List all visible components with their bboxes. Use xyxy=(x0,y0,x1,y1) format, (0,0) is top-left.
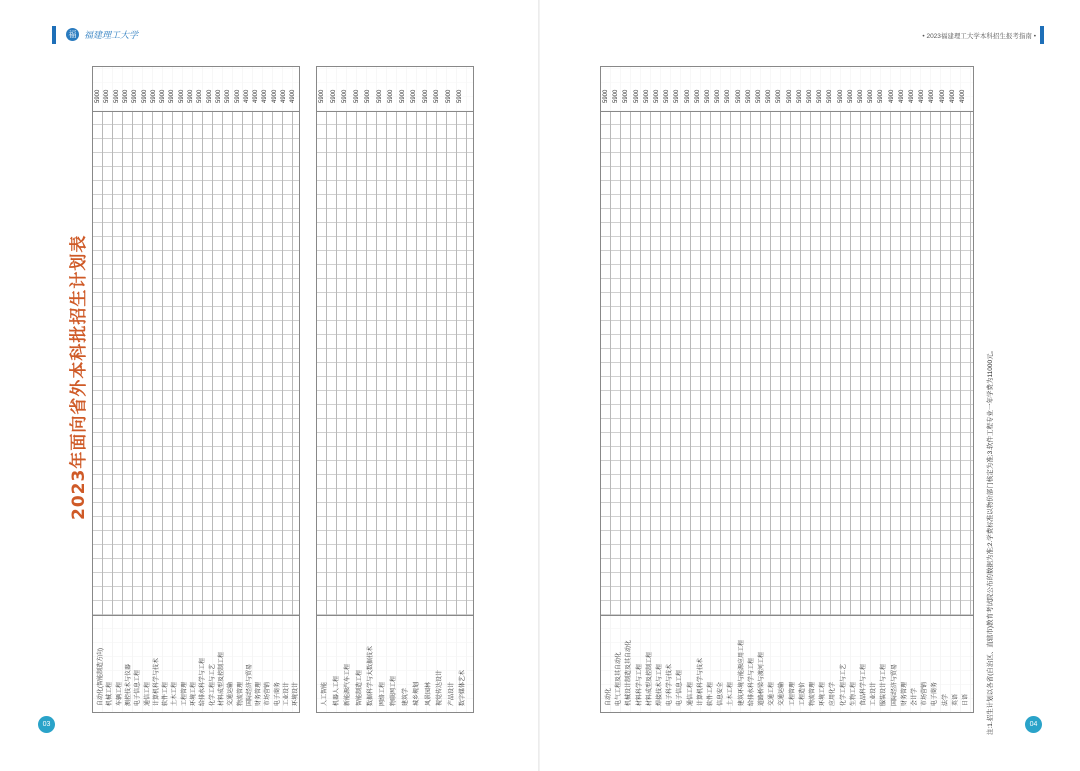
fee-value: 5900 xyxy=(169,89,176,103)
major-name: 土木工程 xyxy=(728,681,735,706)
major-name: 电气工程及其自动化 xyxy=(616,651,623,706)
major-name: 网络工程 xyxy=(379,681,386,706)
fee-value: 5900 xyxy=(206,89,213,103)
major-name: 材料科学与工程 xyxy=(636,663,643,706)
fee-value: 5900 xyxy=(319,89,325,103)
fee-value: 5900 xyxy=(847,89,854,103)
major-name: 建筑学 xyxy=(402,687,409,706)
fee-value: 5900 xyxy=(132,89,139,103)
major-name: 会计学 xyxy=(912,687,918,706)
major-name: 电子信息工程 xyxy=(677,669,684,706)
major-name: 应用化学 xyxy=(830,681,837,706)
major-name: 财务管理 xyxy=(256,681,263,706)
major-name: 机器人工程 xyxy=(333,675,340,706)
fee-value: 4900 xyxy=(949,89,956,103)
fee-value: 5900 xyxy=(705,89,711,103)
major-name: 新能源汽车工程 xyxy=(345,663,351,706)
major-name: 交通工程 xyxy=(769,681,776,706)
major-name: 智能制造工程 xyxy=(356,669,363,706)
fee-value: 5900 xyxy=(225,89,232,103)
major-name: 电子科学与技术 xyxy=(667,663,674,706)
fee-value: 5900 xyxy=(766,89,773,103)
major-name: 人工智能 xyxy=(322,681,328,706)
major-name: 环境工程 xyxy=(191,681,197,706)
major-name: 信息安全 xyxy=(718,681,725,706)
major-name: 软件工程 xyxy=(708,681,714,706)
fee-value: 5900 xyxy=(234,89,241,103)
major-name: 测控技术与仪器 xyxy=(125,663,132,706)
fee-value: 5900 xyxy=(422,89,429,103)
fee-value: 5900 xyxy=(104,89,111,103)
major-name: 工程管理 xyxy=(181,681,188,706)
major-name: 建筑环境与能源应用工程 xyxy=(738,639,745,706)
fee-value: 5900 xyxy=(684,89,691,103)
page-number-badge: 03 xyxy=(38,716,55,733)
major-name: 车辆工程 xyxy=(116,681,123,706)
fee-value: 5900 xyxy=(399,89,406,103)
major-name: 化学工程与工艺 xyxy=(840,663,847,706)
fee-value: 4900 xyxy=(271,89,278,103)
fee-value: 5900 xyxy=(613,89,620,103)
fee-value: 5900 xyxy=(411,89,417,103)
major-name: 城乡规划 xyxy=(414,681,420,706)
fee-value: 5900 xyxy=(786,89,793,103)
major-name: 自动化 xyxy=(606,687,612,706)
fee-value: 5900 xyxy=(664,89,671,103)
major-name: 国际经济与贸易 xyxy=(246,663,253,706)
fee-value: 5900 xyxy=(817,89,824,103)
major-name: 产品设计 xyxy=(448,681,455,706)
major-name: 工业设计 xyxy=(284,681,290,706)
major-name: 焊接技术与工程 xyxy=(657,663,663,706)
fee-value: 4900 xyxy=(253,89,260,103)
fee-value: 5900 xyxy=(188,89,194,103)
fee-value: 5900 xyxy=(654,89,660,103)
fee-value: 5900 xyxy=(694,89,701,103)
major-name: 电子信息工程 xyxy=(135,669,142,706)
major-name: 机械工程 xyxy=(107,681,114,706)
major-name: 机械设计制造及其自动化 xyxy=(626,639,633,706)
major-name: 给排水科学与工程 xyxy=(200,657,207,706)
fee-value: 5900 xyxy=(878,89,885,103)
fee-value: 5900 xyxy=(776,89,783,103)
major-name: 工程造价 xyxy=(799,681,806,706)
fee-value: 5900 xyxy=(858,89,864,103)
fee-value: 5900 xyxy=(827,89,834,103)
major-name: 工程管理 xyxy=(789,681,796,706)
accent-bar xyxy=(52,26,56,44)
major-name: 土木工程 xyxy=(172,681,179,706)
major-name: 道路桥梁与渡河工程 xyxy=(759,651,765,706)
school-emblem-icon: 福 xyxy=(66,28,79,41)
enrollment-table-bottom xyxy=(316,66,474,713)
fee-value: 4900 xyxy=(898,89,905,103)
major-name: 物流管理 xyxy=(237,681,244,706)
fee-value: 5900 xyxy=(725,89,732,103)
major-name: 材料成型及控制工程 xyxy=(218,651,225,706)
fee-value: 4900 xyxy=(281,89,287,103)
fee-value: 5900 xyxy=(735,89,742,103)
fee-value: 5900 xyxy=(807,89,813,103)
fee-value: 5900 xyxy=(160,89,167,103)
fee-value: 5900 xyxy=(141,89,148,103)
major-name: 软件工程 xyxy=(163,681,170,706)
school-logo xyxy=(66,28,138,41)
fee-value: 4900 xyxy=(909,89,915,103)
fee-value: 4900 xyxy=(960,89,966,103)
fee-value: 5900 xyxy=(603,89,609,103)
fee-value: 5900 xyxy=(623,89,630,103)
major-name: 视觉传达设计 xyxy=(437,669,443,706)
fee-value: 5900 xyxy=(445,89,452,103)
fee-value: 4900 xyxy=(290,89,297,103)
major-name: 计算机科学与技术 xyxy=(153,657,160,706)
fee-value: 5900 xyxy=(215,89,222,103)
fee-value: 5900 xyxy=(674,89,681,103)
fee-value: 5900 xyxy=(178,89,185,103)
fee-value: 4900 xyxy=(262,89,269,103)
major-name: 给排水科学与工程 xyxy=(748,657,755,706)
major-name: 材料成型及控制工程 xyxy=(646,651,653,706)
major-name: 财务管理 xyxy=(901,681,908,706)
fee-value: 5900 xyxy=(457,89,463,103)
table-footnote: 注:1.招生计划以各省(自治区、直辖市)教育考试院公布的数据为准;2.学费标准以物价部门核定为准;3.软件工程专业一年学费为11000元。 xyxy=(987,346,994,735)
accent-bar xyxy=(1040,26,1044,44)
major-name: 生物工程 xyxy=(850,681,857,706)
fee-value: 5900 xyxy=(643,89,650,103)
major-name: 工业设计 xyxy=(871,681,878,706)
page-title: 2023年面向省外本科批招生计划表 xyxy=(69,234,89,520)
fee-value: 5900 xyxy=(330,89,337,103)
fee-value: 5900 xyxy=(837,89,844,103)
fee-value: 5900 xyxy=(633,89,640,103)
fee-value: 4900 xyxy=(939,89,946,103)
major-name: 数字媒体艺术 xyxy=(460,669,466,706)
major-name: 市场营销 xyxy=(922,681,929,706)
fee-value: 4900 xyxy=(929,89,936,103)
major-name: 电子商务 xyxy=(932,681,939,706)
major-name: 风景园林 xyxy=(425,681,432,706)
running-head: • 2023福建理工大学本科招生报考指南 • xyxy=(922,33,1036,40)
fee-value: 5900 xyxy=(197,89,204,103)
major-name: 英语 xyxy=(952,693,959,706)
fee-value: 5900 xyxy=(376,89,383,103)
fee-value: 5900 xyxy=(353,89,360,103)
major-name: 通信工程 xyxy=(144,681,151,706)
fee-value: 5900 xyxy=(745,89,752,103)
major-name: 物联网工程 xyxy=(391,675,397,706)
enrollment-table-top xyxy=(92,66,300,713)
right-page xyxy=(540,0,1080,771)
major-name: 国际经济与贸易 xyxy=(891,663,898,706)
fee-value: 5900 xyxy=(113,89,120,103)
fee-value: 5900 xyxy=(342,89,348,103)
fee-value: 5900 xyxy=(122,89,129,103)
fee-value: 5900 xyxy=(434,89,440,103)
enrollment-table-main xyxy=(600,66,974,713)
fee-value: 5900 xyxy=(715,89,722,103)
major-name: 法学 xyxy=(942,693,949,706)
major-name: 市场营销 xyxy=(265,681,272,706)
major-name: 化学工程与工艺 xyxy=(209,663,216,706)
major-name: 物流管理 xyxy=(810,681,816,706)
major-name: 计算机科学与技术 xyxy=(697,657,704,706)
fee-value: 4900 xyxy=(888,89,895,103)
fee-value: 5900 xyxy=(388,89,394,103)
major-name: 环境工程 xyxy=(820,681,827,706)
major-name: 环境设计 xyxy=(293,681,300,706)
major-name: 通信工程 xyxy=(687,681,694,706)
fee-value: 5900 xyxy=(95,89,101,103)
major-name: 交通运输 xyxy=(779,681,786,706)
major-name: 交通运输 xyxy=(228,681,235,706)
fee-value: 5900 xyxy=(150,89,157,103)
fee-value: 5900 xyxy=(365,89,371,103)
major-name: 服装设计与工程 xyxy=(881,663,888,706)
page-number-badge: 04 xyxy=(1025,716,1042,733)
major-name: 电子商务 xyxy=(274,681,281,706)
fee-value: 4900 xyxy=(243,89,250,103)
fee-value: 5900 xyxy=(868,89,875,103)
fee-value: 4900 xyxy=(919,89,926,103)
fee-value: 5900 xyxy=(796,89,803,103)
major-name: 食品科学与工程 xyxy=(861,663,867,706)
major-name: 自动化(智能制造方向) xyxy=(98,648,104,706)
major-name: 日语 xyxy=(963,693,969,706)
fee-value: 5900 xyxy=(756,89,762,103)
major-name: 数据科学与大数据技术 xyxy=(368,645,374,706)
school-name: 福建理工大学 xyxy=(84,31,139,41)
